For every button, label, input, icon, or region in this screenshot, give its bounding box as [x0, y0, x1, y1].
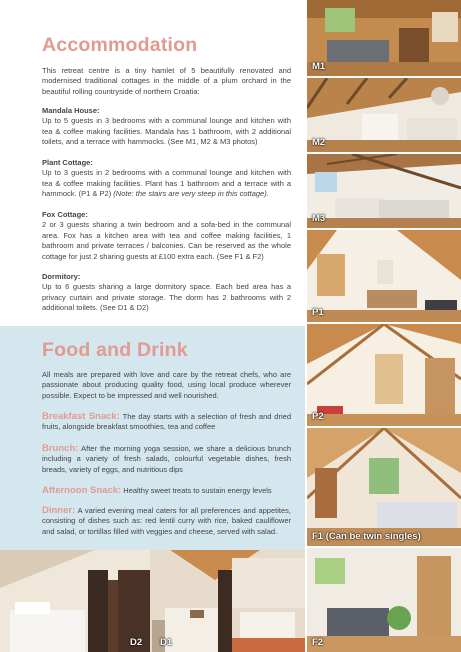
photo-f1-image [307, 428, 461, 546]
accommodation-section [0, 0, 305, 326]
unit-name: Mandala House: [42, 106, 100, 115]
photo-label-f2: F2 [312, 637, 324, 648]
photo-m2 [307, 78, 461, 152]
unit-mandala [42, 106, 291, 148]
meal-afternoon [42, 486, 291, 496]
meal-label: Afternoon Snack: [42, 485, 122, 496]
meal-text: Healthy sweet treats to sustain energy levels [121, 486, 272, 495]
photo-m3 [307, 154, 461, 228]
unit-desc: 2 or 3 guests sharing a twin bedroom and a sofa-bed in the communal area. Fox has a kitchen area with tea and coffee making facilities, 1 bathroom and private terraces / balconies. Can be reserved as the whole cottage for just 2 sharing guests at £100 extra each. (See F1 & F2) [42, 220, 291, 261]
photo-label-m3: M3 [312, 213, 326, 224]
unit-dormitory [42, 272, 291, 314]
meal-text: The day starts with a selection of fresh and dried fruits, alongside breakfast smoothies, tea and coffee [42, 412, 291, 432]
photo-p1-image [307, 230, 461, 322]
accommodation-intro: This retreat centre is a tiny hamlet of 5 beautifully renovated and modernised traditional cottages in the middle of a plum orchard in the beautiful rolling countryside of northern Croatia: [42, 66, 291, 96]
photo-label-m1: M1 [312, 61, 326, 72]
photo-label-d2: D2 [130, 637, 143, 648]
unit-desc: Up to 3 guests in 2 bedrooms with a communal lounge and kitchen with tea & coffee making facilities. Plant has 1 bathroom and a terrace with a hammock. (P1 & P2) [42, 168, 291, 199]
photo-m1 [307, 0, 461, 76]
dorm-photo-image [0, 550, 305, 652]
unit-plant [42, 158, 291, 200]
meal-label: Dinner: [42, 505, 76, 516]
food-section [0, 326, 305, 550]
dorm-photos [0, 550, 305, 652]
unit-name: Dormitory: [42, 272, 81, 281]
accommodation-heading: Accommodation [42, 34, 198, 56]
photo-p1 [307, 230, 461, 322]
photo-p2-image [307, 324, 461, 426]
photo-label-f1: F1 (Can be twin singles) [312, 531, 421, 542]
photo-p2 [307, 324, 461, 426]
food-heading: Food and Drink [42, 339, 188, 361]
meal-text: After the morning yoga session, we share a delicious brunch including a variety of fresh salads, colourful vegetable dishes, fresh breads, variety of eggs, and nutritious dips [42, 444, 291, 474]
unit-fox [42, 210, 291, 262]
unit-name: Fox Cottage: [42, 210, 88, 219]
unit-desc: Up to 5 guests in 3 bedrooms with a communal lounge and kitchen with tea & coffee making facilities. Mandala has 1 bathroom, with 2 additional toilets, and a terrace with hammocks. (See M1, M2 & M3 photos) [42, 116, 291, 147]
photo-f1 [307, 428, 461, 546]
unit-desc: Up to 6 guests sharing a large dormitory space. Each bed area has a privacy curtain and private storage. The dorm has 2 bathrooms with 2 additional toilets. (See D1 & D2) [42, 282, 291, 313]
meal-breakfast [42, 412, 291, 433]
photo-m1-image [307, 0, 461, 76]
photo-m3-image [307, 154, 461, 228]
photo-label-m2: M2 [312, 137, 326, 148]
meal-label: Brunch: [42, 443, 79, 454]
meal-text: A varied evening meal caters for all preferences and appetites, consisting of dishes such as: red lentil curry with rice, baked cauliflower and salad, or tortillas filled with veggies and cheese, served with salad. [42, 506, 291, 536]
food-intro: All meals are prepared with love and care by the retreat chefs, who are passionate about producing quality food, using local produce wherever possible. Expect to be impressed and well nourished. [42, 370, 291, 400]
meal-brunch [42, 444, 291, 475]
photo-label-p1: P1 [312, 307, 324, 318]
photo-f2-image [307, 548, 461, 652]
photo-m2-image [307, 78, 461, 152]
meal-dinner [42, 506, 291, 537]
unit-note: (Note: the stairs are very steep in this cottage). [113, 189, 269, 199]
photo-label-p2: P2 [312, 411, 324, 422]
photo-f2 [307, 548, 461, 652]
photo-label-d1: D1 [160, 637, 173, 648]
unit-name: Plant Cottage: [42, 158, 93, 167]
meal-label: Breakfast Snack: [42, 411, 120, 422]
